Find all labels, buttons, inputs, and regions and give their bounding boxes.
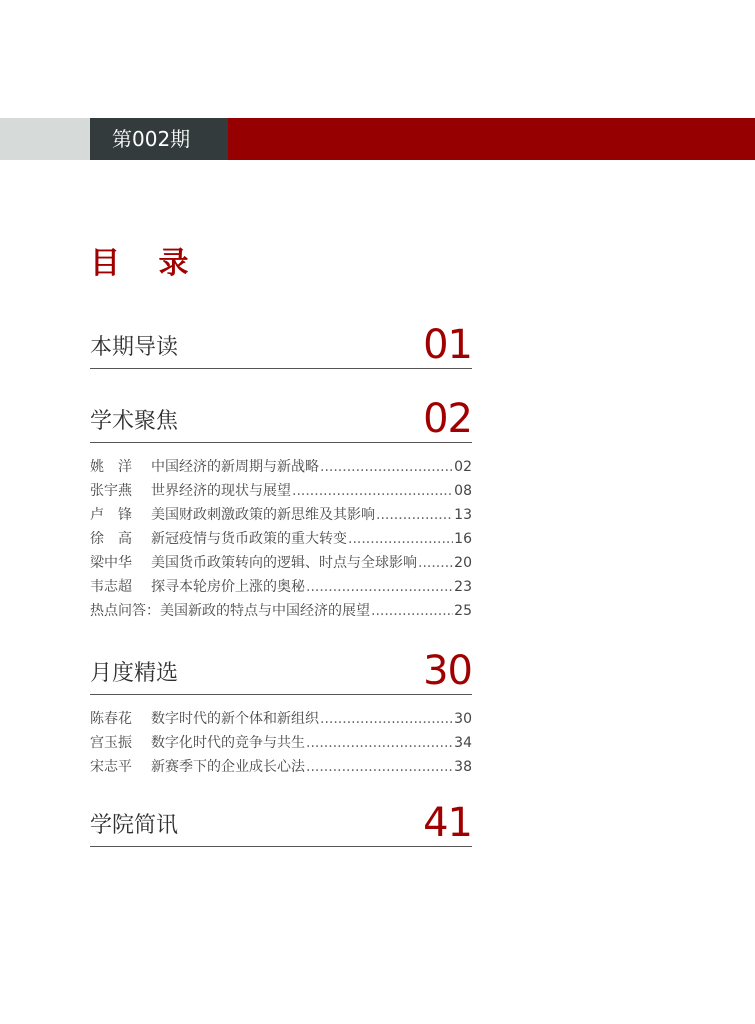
issue-label: 第002期 (90, 118, 228, 160)
section-header (90, 648, 472, 695)
section-header (90, 396, 472, 443)
section-academic-focus (90, 396, 472, 621)
section-monthly-selection (90, 648, 472, 777)
entry-author: 韦志超 (90, 579, 132, 595)
entry-title: 探寻本轮房价上涨的奥秘 (151, 579, 305, 595)
entry-author: 宋志平 (90, 759, 132, 775)
leader-dots (418, 553, 453, 573)
section-page-number: 02 (423, 396, 472, 442)
entry-author: 梁中华 (90, 555, 132, 571)
entry-title: 美国财政刺激政策的新思维及其影响 (151, 507, 375, 523)
leader-dots (306, 733, 453, 753)
section-introduction (90, 322, 472, 369)
entry-page: 02 (454, 459, 472, 475)
entry-page: 34 (454, 735, 472, 751)
toc-entry[interactable] (90, 705, 472, 729)
section-label: 月度精选 (90, 661, 179, 686)
entry-author: 张宇燕 (90, 483, 132, 499)
entry-page: 20 (454, 555, 472, 571)
toc-title: 目 录 (90, 246, 203, 281)
leader-dots (306, 757, 453, 777)
entry-page: 38 (454, 759, 472, 775)
entry-title: 新冠疫情与货币政策的重大转变 (151, 531, 347, 547)
section-page-number: 01 (423, 322, 472, 368)
toc-entry[interactable] (90, 501, 472, 525)
section-page-number: 41 (423, 800, 472, 846)
toc-entry[interactable] (90, 597, 472, 621)
section-header (90, 322, 472, 369)
entry-author: 卢 锋 (90, 507, 132, 523)
entry-title: 热点问答：美国新政的特点与中国经济的展望 (90, 603, 370, 619)
section-page-number: 30 (423, 648, 472, 694)
entry-author: 陈春花 (90, 711, 132, 727)
entry-page: 13 (454, 507, 472, 523)
entry-author: 徐 高 (90, 531, 132, 547)
toc-entry[interactable] (90, 453, 472, 477)
entry-page: 30 (454, 711, 472, 727)
leader-dots (376, 505, 453, 525)
leader-dots (320, 457, 453, 477)
toc-entry[interactable] (90, 753, 472, 777)
entry-page: 23 (454, 579, 472, 595)
entry-page: 25 (454, 603, 472, 619)
toc-entry[interactable] (90, 573, 472, 597)
leader-dots (292, 481, 453, 501)
toc-entry[interactable] (90, 729, 472, 753)
toc-entry[interactable] (90, 525, 472, 549)
entry-author: 姚 洋 (90, 459, 132, 475)
toc-entry[interactable] (90, 549, 472, 573)
section-college-news (90, 800, 472, 847)
header-band-grey (0, 118, 90, 160)
section-label: 学院简讯 (90, 813, 179, 838)
section-label: 学术聚焦 (90, 409, 179, 434)
entry-list (90, 705, 472, 777)
entry-title: 世界经济的现状与展望 (151, 483, 291, 499)
entry-page: 16 (454, 531, 472, 547)
entry-title: 新赛季下的企业成长心法 (151, 759, 305, 775)
entry-list (90, 453, 472, 621)
section-label: 本期导读 (90, 335, 179, 360)
entry-author: 宫玉振 (90, 735, 132, 751)
leader-dots (320, 709, 453, 729)
section-header (90, 800, 472, 847)
entry-title: 美国货币政策转向的逻辑、时点与全球影响 (151, 555, 417, 571)
entry-title: 数字化时代的竞争与共生 (151, 735, 305, 751)
leader-dots (371, 601, 453, 621)
entry-title: 中国经济的新周期与新战略 (151, 459, 319, 475)
toc-entry[interactable] (90, 477, 472, 501)
leader-dots (306, 577, 453, 597)
entry-title: 数字时代的新个体和新组织 (151, 711, 319, 727)
entry-page: 08 (454, 483, 472, 499)
leader-dots (348, 529, 453, 549)
header-band-red (228, 118, 755, 160)
